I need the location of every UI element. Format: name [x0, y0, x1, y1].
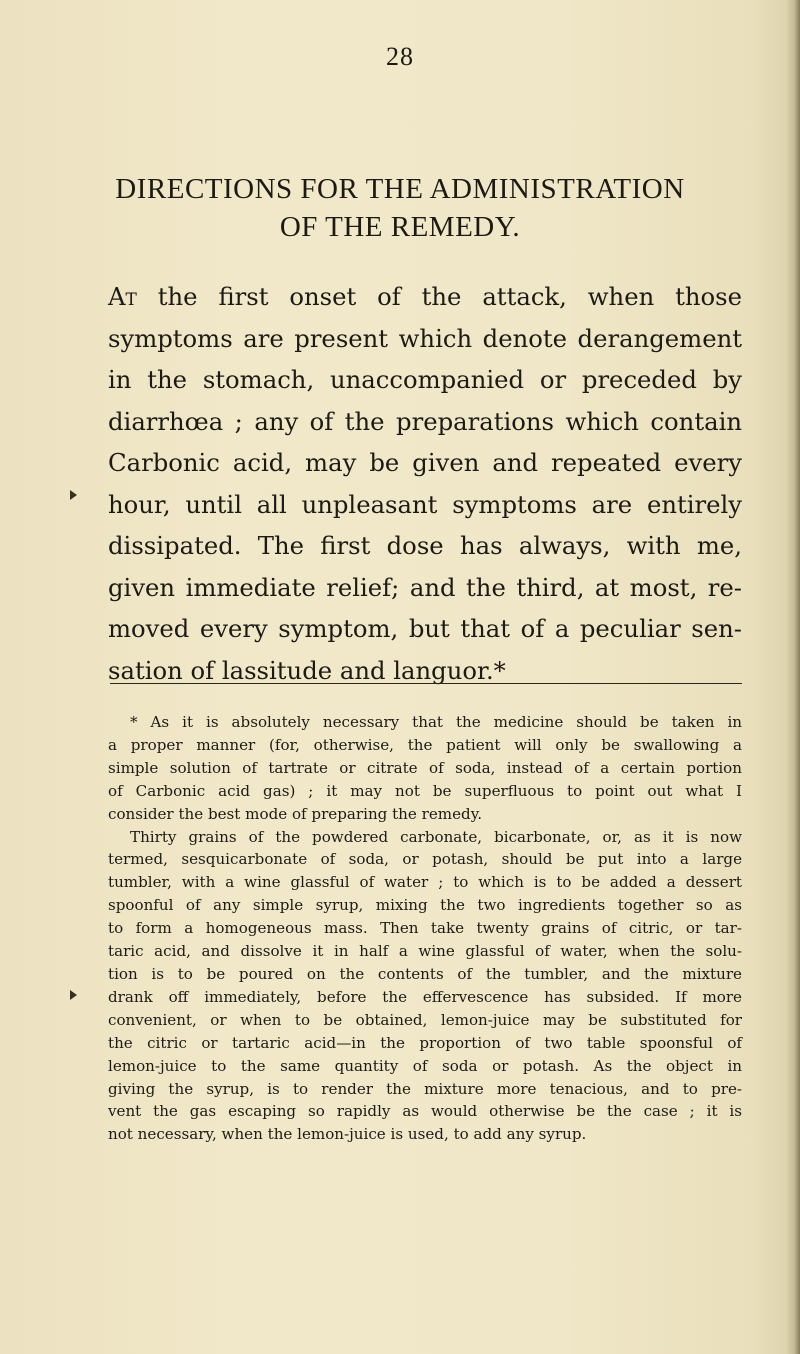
- footnote-line: * As it is absolutely necessary that the medicine should be taken in: [130, 713, 742, 731]
- footnote-line: termed, sesquicarbonate of soda, or potash, should be put into a large: [108, 850, 742, 869]
- body-line-text: the first onset of the attack, when those: [136, 282, 742, 311]
- chapter-heading: [40, 170, 760, 246]
- footnote-line: vent the gas escaping so rapidly as would otherwise be the case ; it is: [108, 1102, 742, 1121]
- footnote-line: Thirty grains of the powdered carbonate, bicarbonate, or, as it is now: [130, 827, 742, 846]
- chapter-heading-line-1: DIRECTIONS FOR THE ADMINISTRATION: [115, 173, 685, 205]
- body-lead-word: At: [108, 282, 137, 311]
- body-line: given immediate relief; and the third, at most, re-: [108, 572, 742, 602]
- footnote-line: lemon-juice to the same quantity of soda or potash. As the object in: [108, 1056, 742, 1075]
- footnote-line: taric acid, and dissolve it in half a wine glassful of water, when the solu-: [108, 942, 742, 961]
- footnote-line: convenient, or when to be obtained, lemon-juice may be substituted for: [108, 1010, 742, 1029]
- footnote-line: drank off immediately, before the effervescence has subsided. If more: [108, 987, 742, 1006]
- page-edge-shadow: [786, 0, 800, 1354]
- footnote-line: of Carbonic acid gas) ; it may not be superfluous to point out what I: [108, 781, 742, 800]
- footnote-line: consider the best mode of preparing the remedy.: [108, 804, 483, 823]
- footnote-line: tion is to be poured on the contents of the tumbler, and the mixture: [108, 964, 742, 983]
- footnote: [108, 711, 742, 1146]
- page-number: 28: [386, 42, 414, 71]
- footnote-divider: [110, 683, 742, 684]
- footnote-line: not necessary, when the lemon-juice is used, to add any syrup.: [108, 1125, 587, 1144]
- body-line: sation of lassitude and languor.*: [108, 655, 506, 685]
- chapter-heading-line-2: OF THE REMEDY.: [279, 211, 521, 243]
- body-paragraph: [108, 276, 742, 691]
- footnote-line: simple solution of tartrate or citrate of soda, instead of a certain portion: [108, 758, 742, 777]
- footnote-line: giving the syrup, is to render the mixture more tenacious, and to pre-: [108, 1079, 742, 1098]
- body-line: symptoms are present which denote derangement: [108, 323, 742, 353]
- footnote-line: the citric or tartaric acid—in the proportion of two table spoonsful of: [108, 1033, 742, 1052]
- body-line: Carbonic acid, may be given and repeated every: [108, 448, 742, 477]
- body-line: diarrhœa ; any of the preparations which contain: [108, 406, 742, 436]
- footnote-line: a proper manner (for, otherwise, the patient will only be swallowing a: [108, 735, 742, 754]
- body-line: in the stomach, unaccompanied or preceded by: [108, 365, 742, 394]
- margin-mark: [70, 490, 77, 500]
- footnote-line: tumbler, with a wine glassful of water ; to which is to be added a dessert: [108, 873, 742, 892]
- body-line: hour, until all unpleasant symptoms are entirely: [108, 489, 742, 519]
- footnote-line: to form a homogeneous mass. Then take twenty grains of citric, or tar-: [108, 919, 742, 938]
- margin-mark: [70, 990, 77, 1000]
- body-line: [108, 276, 742, 318]
- body-line: moved every symptom, but that of a peculiar sen-: [108, 614, 742, 643]
- footnote-line: spoonful of any simple syrup, mixing the two ingredients together so as: [108, 896, 742, 915]
- body-line: dissipated. The first dose has always, with me,: [108, 531, 742, 560]
